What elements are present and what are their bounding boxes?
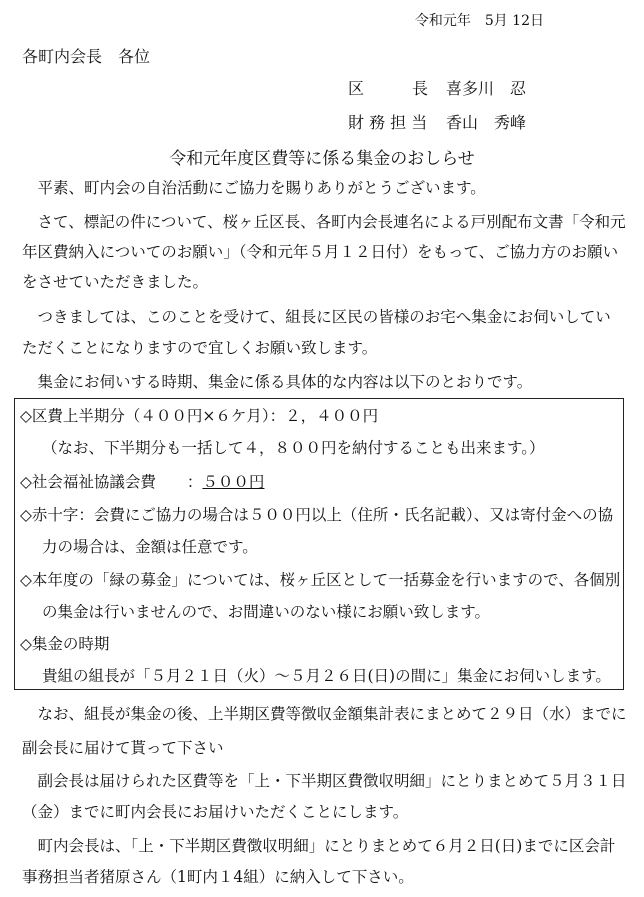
paragraph-line: 副会長は届けられた区費等を「上・下半期区費徴収明細」にとりまとめて５月３１日: [22, 772, 627, 790]
paragraph-line: つきましては、このことを受けて、組長に区民の皆様のお宅へ集金にお伺いしてい: [22, 308, 611, 326]
sender-name: 香山 秀峰: [446, 113, 527, 132]
paragraph-line: （金）までに町内会長にお届けいただくことにします。: [22, 803, 409, 821]
paragraph-line: 平素、町内会の自治活動にご協力を賜りありがとうございます。: [22, 179, 486, 197]
sender-role: 区 長: [348, 79, 429, 98]
green-fund-line: ◇本年度の「緑の募金」については、桜ヶ丘区として一括募金を行いますので、各個別: [20, 571, 621, 589]
paragraph-line: さて、標記の件について、桜ヶ丘区長、各町内会長連名による戸別配布文書「令和元: [22, 213, 626, 231]
fee-note: （なお、下半期分も一括して４，８００円を納付することも出来ます。）: [42, 439, 545, 457]
welfare-amount: ５００円: [202, 473, 265, 491]
green-fund-line: の集金は行いませんので、お間違いのない様にお願い致します。: [42, 603, 490, 621]
addressee: 各町内会長 各位: [22, 47, 151, 66]
fee-line: ◇区費上半期分（４００円×６ケ月）：２，４００円: [20, 407, 379, 425]
document-title: 令和元年度区費等に係る集金のおしらせ: [169, 149, 475, 169]
period-heading: ◇集金の時期: [20, 635, 110, 653]
period-text: 貴組の組長が「５月２１日（火）～５月２６日(日)の間に」集金にお伺いします。: [42, 667, 611, 685]
sender-row: [348, 110, 526, 133]
sender-name: 喜多川 忍: [446, 79, 527, 98]
paragraph-line: なお、組長が集金の後、上半期区費等徴収金額集計表にまとめて２９日（水）までに: [22, 705, 627, 723]
redcross-line: ◇赤十字：会費にご協力の場合は５００円以上（住所・氏名記載）、又は寄付金への協: [20, 506, 614, 524]
paragraph-line: 副会長に届けて貰って下さい: [22, 739, 224, 757]
welfare-line: [20, 470, 264, 492]
document-date: 令和元年 5月 12日: [414, 13, 544, 29]
redcross-line: 力の場合は、金額は任意です。: [42, 538, 258, 556]
sender-role: 財 務 担 当: [348, 113, 428, 132]
paragraph-line: 事務担当者猪原さん（1町内１4組）に納入して下さい。: [22, 868, 414, 886]
paragraph-line: をさせていただきました。: [22, 273, 209, 291]
paragraph-line: 集金にお伺いする時期、集金に係る具体的な内容は以下のとおりです。: [22, 373, 533, 391]
paragraph-line: 年区費納入についてのお願い」（令和元年５月１２日付）をもって、ご協力方のお願い: [22, 243, 619, 261]
sender-row: [348, 76, 526, 99]
paragraph-line: 町内会長は、「上・下半期区費徴収明細」にとりまとめて６月２日(日)までに区会計: [22, 837, 616, 855]
welfare-label: ◇社会福祉協議会費 ：: [20, 473, 203, 491]
paragraph-line: ただくことになりますので宜しくお願い致します。: [22, 339, 378, 357]
